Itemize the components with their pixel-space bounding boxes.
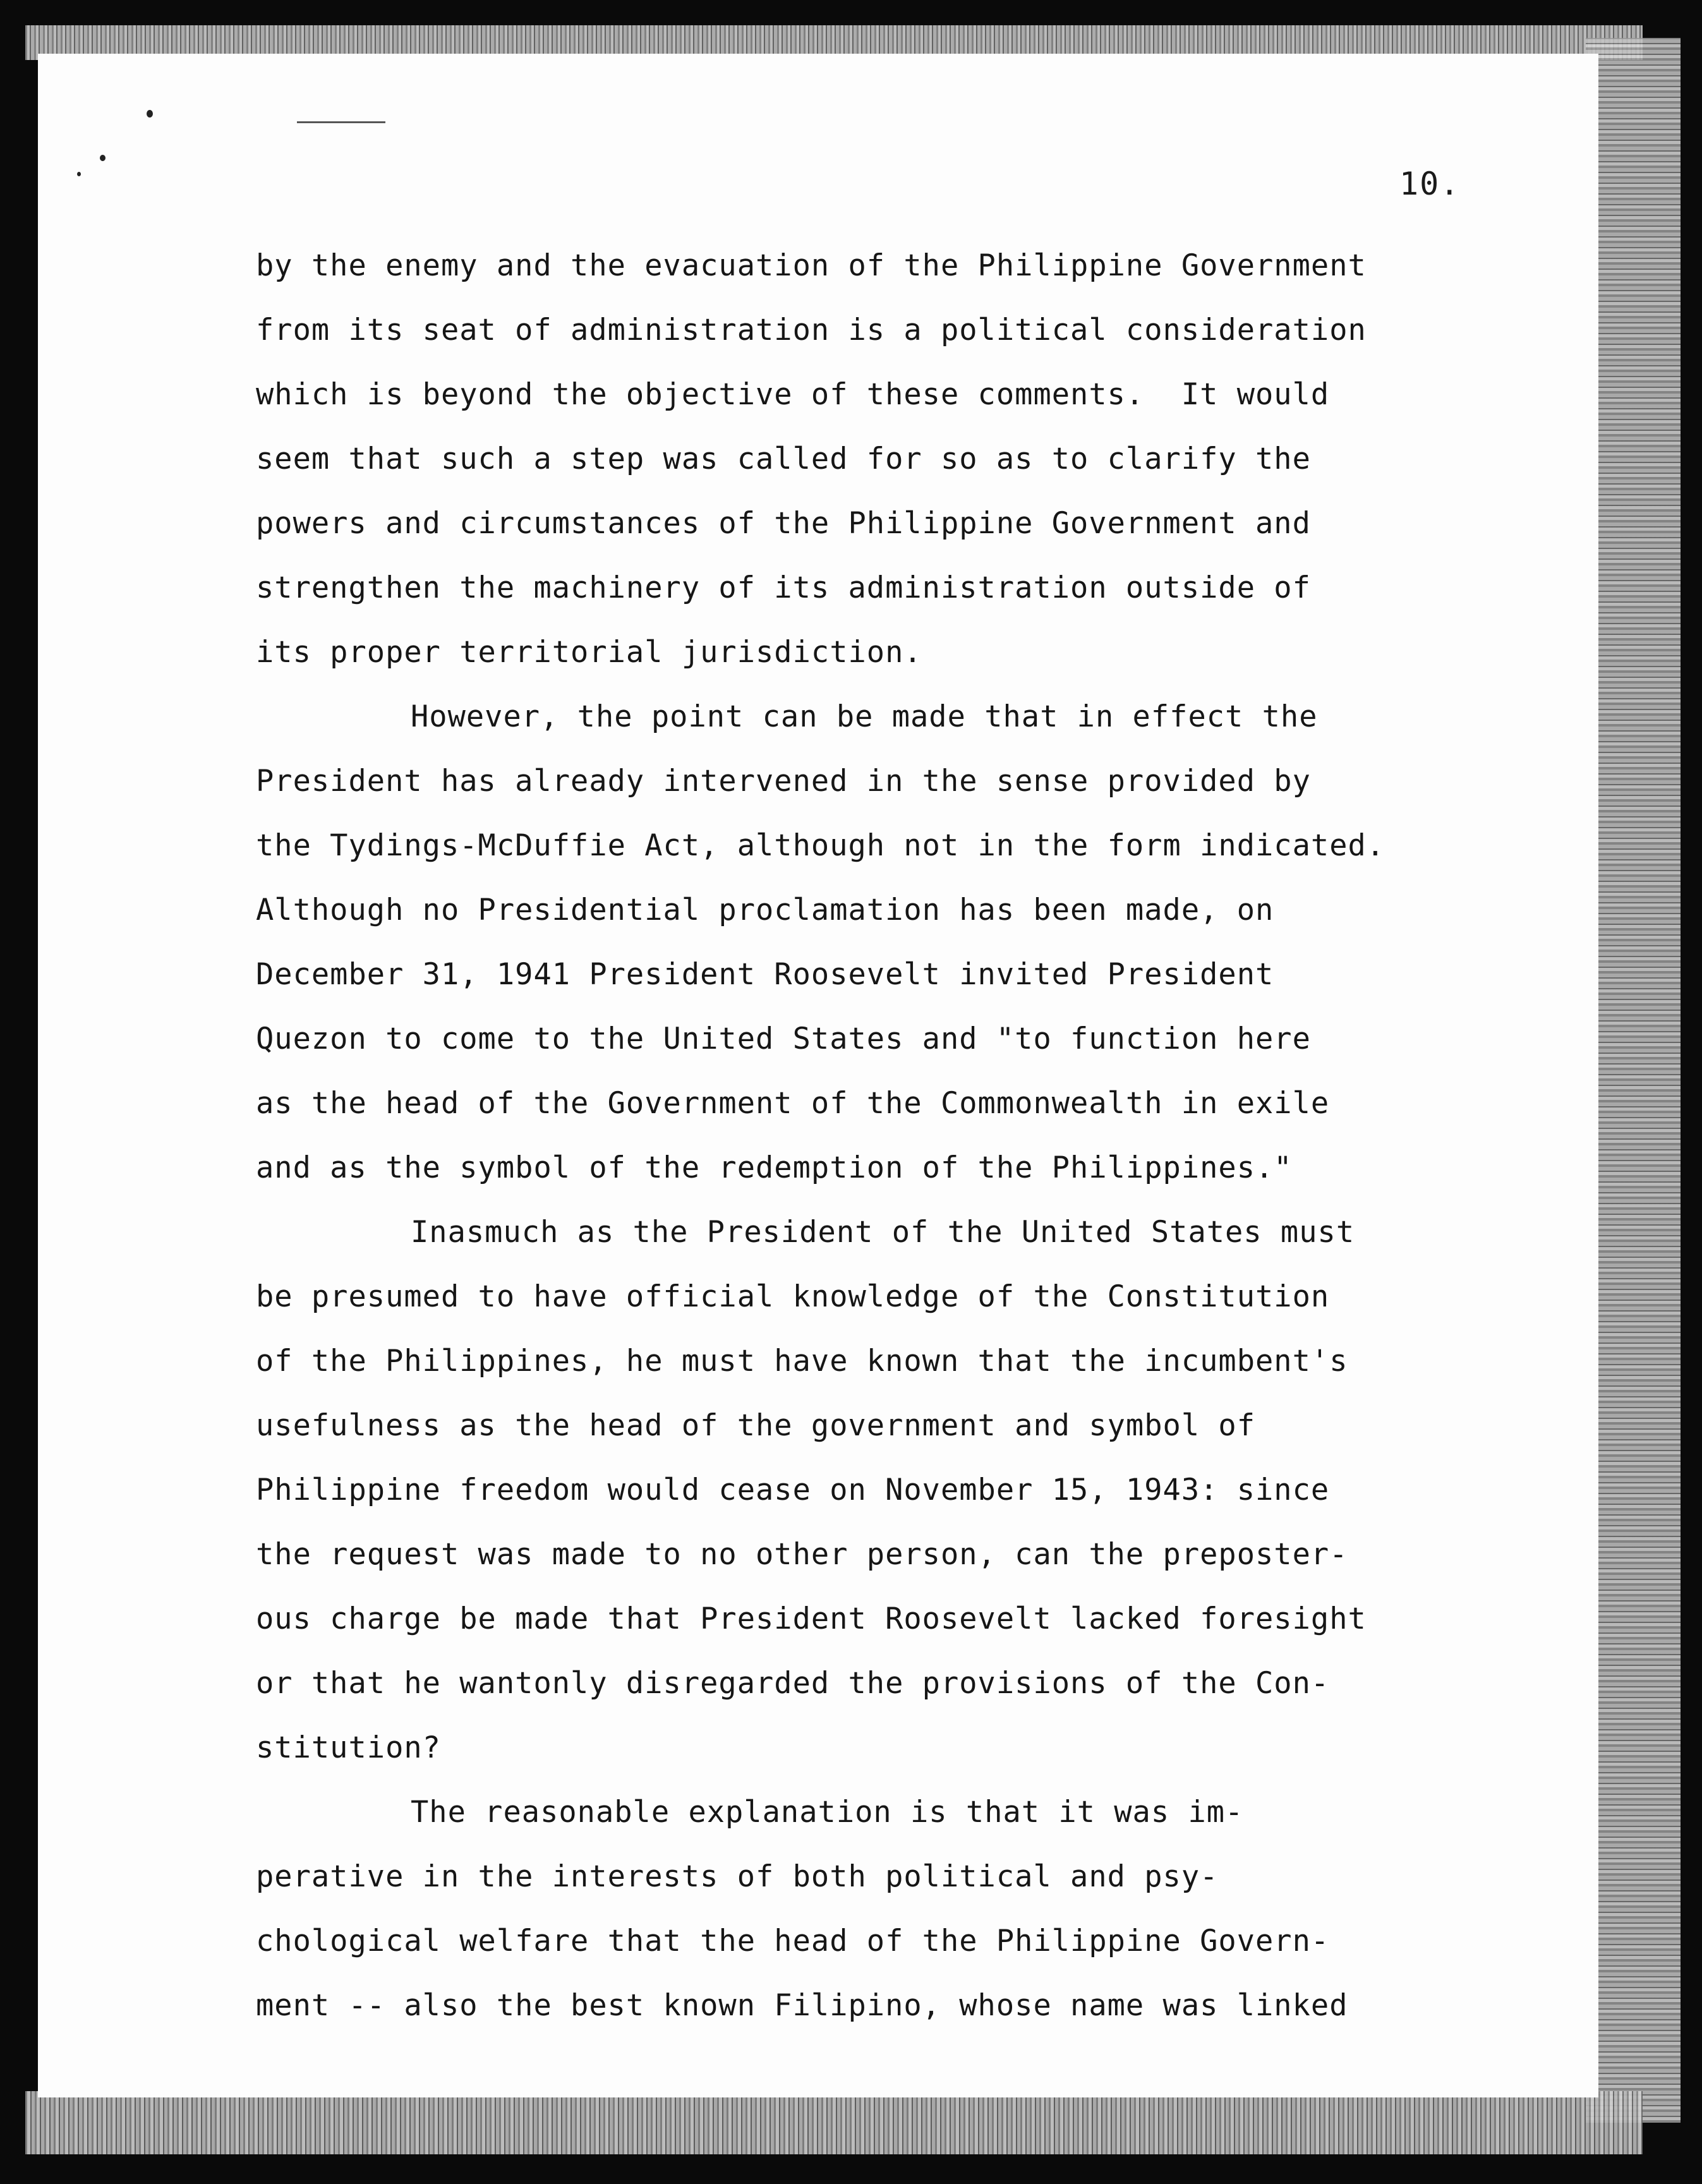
text-line: powers and circumstances of the Philippine Government and	[256, 506, 1311, 541]
ink-speck	[147, 110, 153, 118]
text-line: of the Philippines, he must have known that the incumbent's	[256, 1344, 1348, 1379]
ink-speck	[100, 155, 106, 161]
text-line: or that he wantonly disregarded the provisions of the Con-	[256, 1666, 1330, 1701]
body-text	[256, 234, 1519, 2038]
pencil-mark	[297, 121, 385, 123]
text-line: from its seat of administration is a political consideration	[256, 313, 1367, 347]
text-line: strengthen the machinery of its administration outside of	[256, 570, 1311, 605]
text-line: by the enemy and the evacuation of the Philippine Government	[256, 248, 1367, 283]
page-number: 10.	[1399, 166, 1461, 202]
text-line: perative in the interests of both political and psy-	[256, 1859, 1219, 1894]
text-line: Although no Presidential proclamation has been made, on	[256, 893, 1274, 927]
text-line: usefulness as the head of the government and symbol of	[256, 1408, 1256, 1443]
text-line: Quezon to come to the United States and "to function here	[256, 1022, 1311, 1056]
scan-edge-bottom	[25, 2091, 1643, 2154]
paragraph-start-line: Inasmuch as the President of the United States must	[411, 1215, 1355, 1250]
text-line: seem that such a step was called for so as to clarify the	[256, 442, 1311, 476]
ink-speck	[77, 172, 81, 176]
text-line: stitution?	[256, 1730, 441, 1765]
text-line: be presumed to have official knowledge of the Constitution	[256, 1279, 1330, 1314]
text-line: as the head of the Government of the Commonwealth in exile	[256, 1086, 1330, 1121]
text-line: chological welfare that the head of the Philippine Govern-	[256, 1924, 1330, 1958]
text-line: its proper territorial jurisdiction.	[256, 635, 922, 670]
paragraph-start-line: The reasonable explanation is that it was im-	[411, 1795, 1244, 1830]
text-line: the Tydings-McDuffie Act, although not in the form indicated.	[256, 828, 1385, 863]
text-line: and as the symbol of the redemption of the Philippines."	[256, 1150, 1293, 1185]
text-line: ment -- also the best known Filipino, whose name was linked	[256, 1988, 1348, 2023]
scan-edge-right	[1586, 38, 1681, 2123]
text-line: Philippine freedom would cease on November 15, 1943: since	[256, 1473, 1330, 1507]
text-line: which is beyond the objective of these comments. It would	[256, 377, 1330, 412]
text-line: President has already intervened in the sense provided by	[256, 764, 1311, 799]
text-line: ous charge be made that President Roosevelt lacked foresight	[256, 1602, 1367, 1636]
text-line: the request was made to no other person, can the preposter-	[256, 1537, 1348, 1572]
paragraph-start-line: However, the point can be made that in effect the	[411, 699, 1318, 734]
text-line: December 31, 1941 President Roosevelt invited President	[256, 957, 1274, 992]
